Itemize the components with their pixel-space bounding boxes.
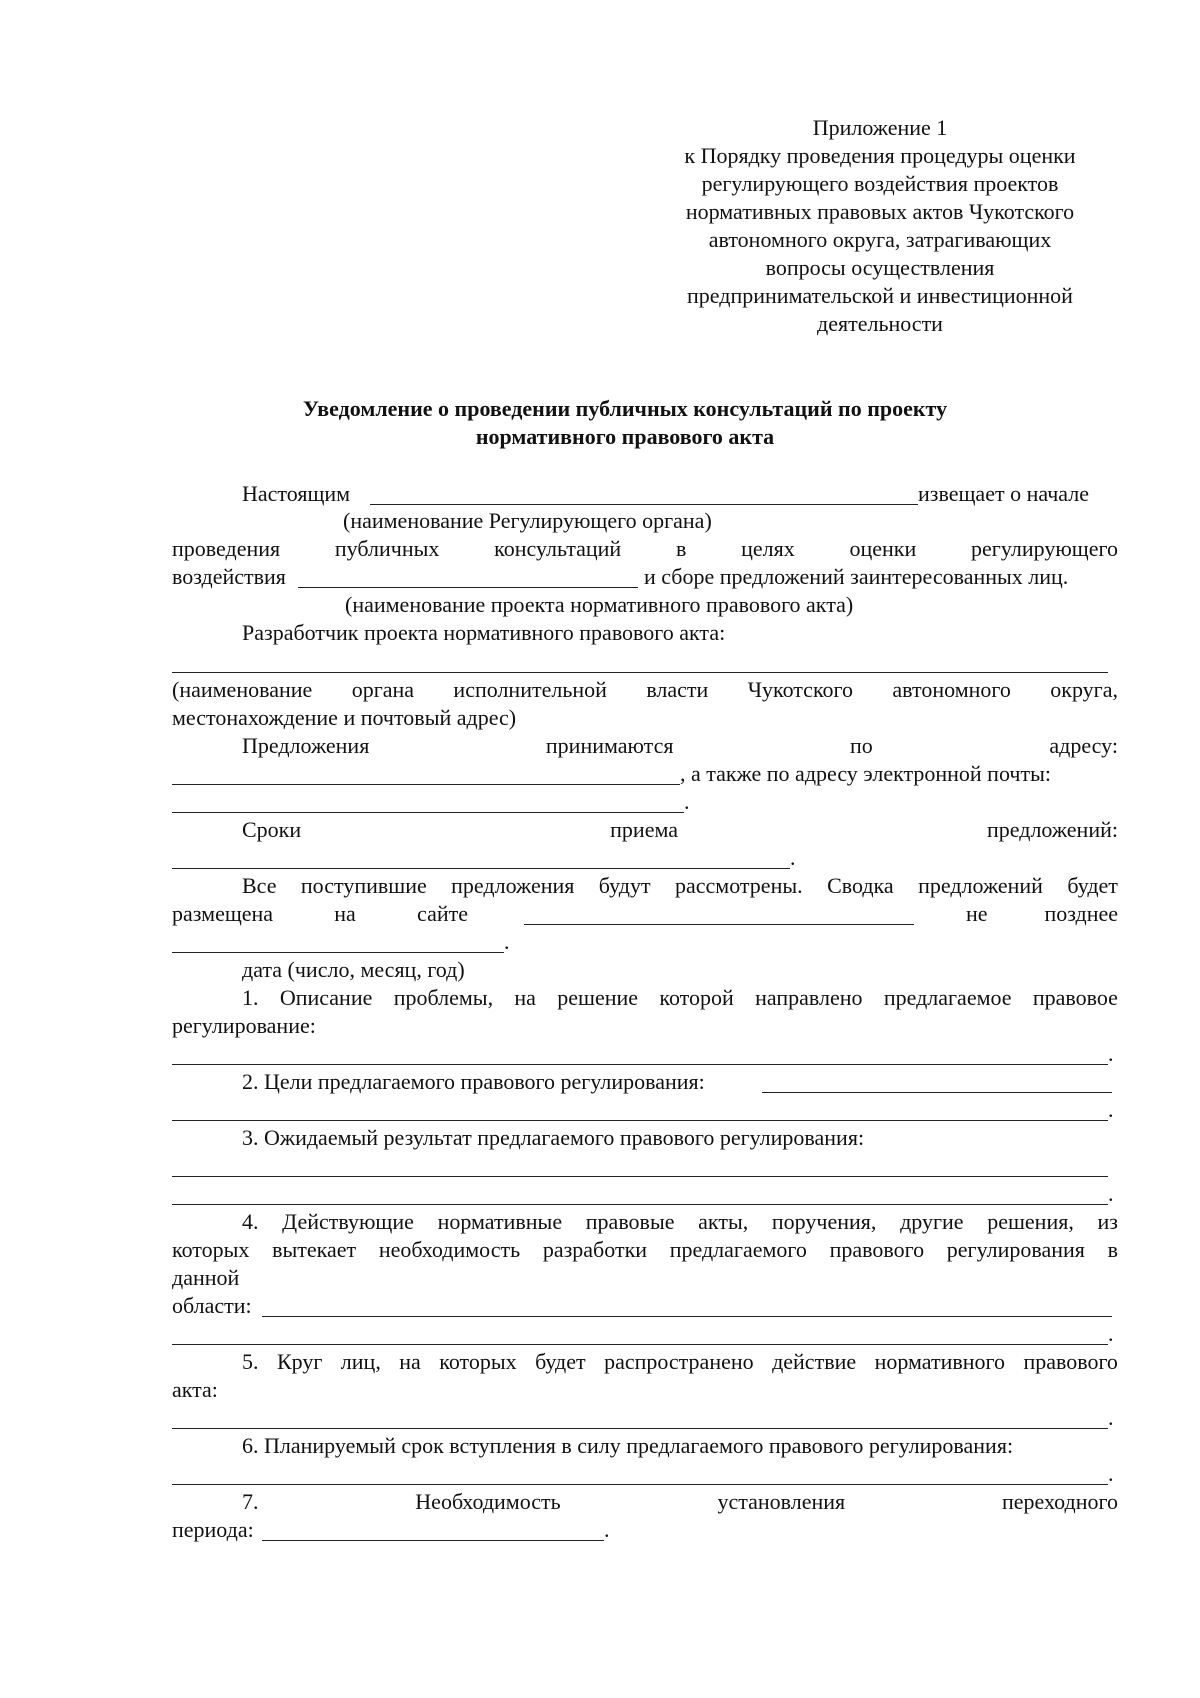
paragraph-line: проведения публичных консультаций в целях оценки регулирующего: [172, 536, 1118, 561]
project-caption: (наименование проекта нормативного правового акта): [345, 592, 854, 617]
proposals-line: Предложения принимаются по адресу:: [242, 733, 1118, 758]
item-2-field[interactable]: [172, 1120, 1108, 1121]
review-line: размещена на сайте: [172, 901, 468, 926]
date-field[interactable]: [172, 952, 504, 953]
item-4-text: 4. Действующие нормативные правовые акты, поручения, другие решения, из: [242, 1209, 1118, 1234]
appendix-line: регулирующего воздействия проектов: [701, 171, 1059, 196]
paragraph-text: воздействия: [172, 564, 286, 589]
paragraph-text: и сборе предложений заинтересованных лиц.: [644, 564, 1069, 589]
item-6-text: 6. Планируемый срок вступления в силу предлагаемого правового регулирования:: [242, 1433, 1014, 1458]
period-mark: .: [1108, 1461, 1114, 1486]
item-4-text: которых вытекает необходимость разработки предлагаемого правового регулирования в: [172, 1237, 1118, 1262]
period-mark: .: [604, 1517, 610, 1542]
period-mark: .: [1108, 1321, 1114, 1346]
terms-field[interactable]: [172, 868, 790, 869]
appendix-line: к Порядку проведения процедуры оценки: [684, 143, 1076, 168]
terms-line: Сроки приема предложений:: [242, 817, 1118, 842]
item-1-text: 1. Описание проблемы, на решение которой направлено предлагаемое правовое: [242, 985, 1118, 1010]
project-name-field[interactable]: [298, 587, 638, 588]
period-mark: .: [1108, 1405, 1114, 1430]
item-3-text: 3. Ожидаемый результат предлагаемого правового регулирования:: [242, 1125, 865, 1150]
item-7-text: 7. Необходимость установления переходного: [242, 1489, 1118, 1514]
item-4-text: области:: [172, 1293, 252, 1318]
item-2-field[interactable]: [762, 1092, 1112, 1093]
appendix-title: Приложение 1: [812, 115, 948, 140]
developer-caption: (наименование органа исполнительной власти Чукотского автономного округа,: [172, 677, 1118, 702]
item-5-text: акта:: [172, 1377, 218, 1402]
regulator-caption: (наименование Регулирующего органа): [343, 508, 712, 533]
appendix-line: предпринимательской и инвестиционной: [687, 283, 1073, 308]
item-4-text: данной: [172, 1265, 240, 1290]
developer-field[interactable]: [172, 672, 1108, 673]
appendix-line: нормативных правовых актов Чукотского: [685, 199, 1075, 224]
period-mark: .: [684, 789, 690, 814]
appendix-line: автономного округа, затрагивающих: [708, 227, 1052, 252]
developer-label: Разработчик проекта нормативного правового акта:: [242, 620, 726, 645]
date-caption: дата (число, месяц, год): [242, 957, 465, 982]
document-title: нормативного правового акта: [475, 424, 775, 449]
website-field[interactable]: [524, 924, 914, 925]
period-mark: .: [1108, 1097, 1114, 1122]
item-5-text: 5. Круг лиц, на которых будет распространено действие нормативного правового: [242, 1349, 1118, 1374]
review-line: Все поступившие предложения будут рассмотрены. Сводка предложений будет: [242, 873, 1118, 898]
item-2-text: 2. Цели предлагаемого правового регулирования:: [242, 1069, 705, 1094]
appendix-line: деятельности: [817, 311, 943, 336]
email-label: , а также по адресу электронной почты:: [680, 761, 1051, 786]
item-4-field[interactable]: [172, 1344, 1108, 1345]
item-1-field[interactable]: [172, 1064, 1108, 1065]
notice-start-end-text: извещает о начале: [918, 481, 1089, 506]
email-field[interactable]: [172, 812, 684, 813]
item-1-text: регулирование:: [172, 1013, 316, 1038]
postal-address-field[interactable]: [172, 784, 680, 785]
item-7-text: периода:: [172, 1517, 254, 1542]
item-3-field[interactable]: [172, 1204, 1108, 1205]
period-mark: .: [790, 845, 796, 870]
appendix-line: вопросы осуществления: [765, 255, 995, 280]
period-mark: .: [1108, 1041, 1114, 1066]
item-4-field[interactable]: [262, 1316, 1112, 1317]
developer-caption: местонахождение и почтовый адрес): [172, 705, 517, 730]
notice-start-text: Настоящим: [242, 481, 351, 506]
period-mark: .: [1108, 1181, 1114, 1206]
item-7-field[interactable]: [262, 1540, 604, 1541]
item-3-field[interactable]: [172, 1176, 1108, 1177]
review-line: не позднее: [966, 901, 1118, 926]
item-5-field[interactable]: [172, 1428, 1108, 1429]
document-title: Уведомление о проведении публичных консультаций по проекту: [302, 396, 948, 421]
period-mark: .: [504, 929, 510, 954]
item-6-field[interactable]: [172, 1484, 1108, 1485]
regulator-name-field[interactable]: [370, 504, 918, 505]
